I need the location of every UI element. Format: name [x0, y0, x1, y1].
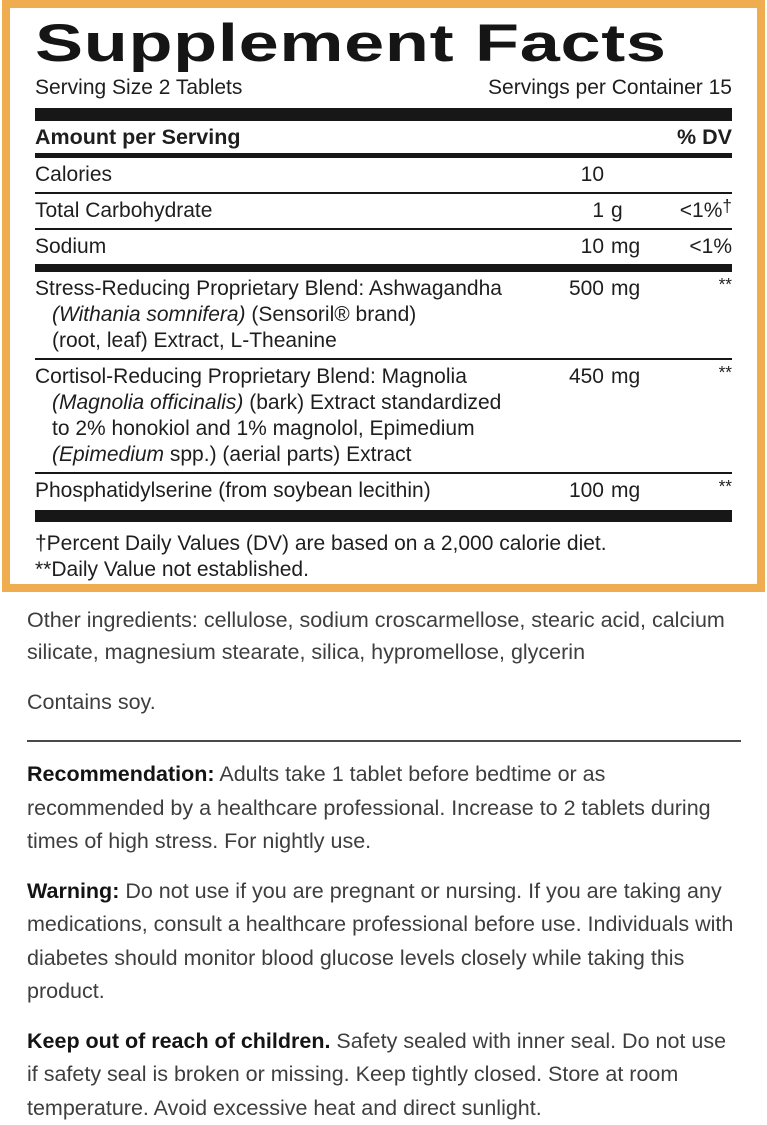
ingredient-name-text: (bark) Extract standardized: [243, 391, 501, 414]
panel-title: Supplement Facts: [35, 16, 765, 72]
ingredient-name-text: Calories: [35, 163, 112, 186]
amount-value: 450: [536, 364, 604, 390]
supplement-facts-panel: [2, 0, 765, 592]
dv-cell: [644, 198, 732, 224]
paragraph-lead: Warning:: [27, 879, 119, 903]
ingredient-name-text: Phosphatidylserine (from soybean lecithin): [35, 479, 431, 502]
paragraph-lead: Recommendation:: [27, 762, 215, 786]
amount-unit: mg: [604, 364, 644, 390]
paragraph-body: Safety sealed with inner seal. Do not use if safety seal is broken or missing. Keep tightly closed. Store at room temperature. Avoid excessive heat and direct sunlight.: [27, 1029, 726, 1120]
paragraph-lead: Keep out of reach of children.: [27, 1029, 330, 1053]
dv-cell: [644, 478, 732, 504]
amount-per-serving-header: Amount per Serving: [35, 124, 240, 151]
amount-value: 500: [536, 276, 604, 302]
facts-row: [35, 358, 732, 472]
facts-row: [35, 192, 732, 228]
paragraph-body: Adults take 1 tablet before bedtime or as recommended by a healthcare professional. Increase to 2 tablets during times of high stress. For nightly use.: [27, 762, 711, 853]
info-paragraphs: [27, 758, 741, 1125]
ingredient-name: [35, 478, 536, 504]
ingredient-name: [35, 234, 536, 260]
ingredient-name-text: spp.) (aerial parts) Extract: [164, 443, 411, 466]
dv-superscript: **: [719, 362, 732, 382]
ingredient-name: [35, 162, 536, 188]
ingredient-name-latin: (Withania somnifera): [52, 303, 246, 326]
info-paragraph: [27, 1025, 741, 1125]
facts-rows: [35, 158, 732, 508]
info-paragraph: [27, 875, 741, 1009]
dv-cell: [644, 364, 732, 390]
ingredient-name-text: Cortisol-Reducing Proprietary Blend: Magnolia: [35, 365, 467, 388]
ingredient-name: [35, 364, 536, 468]
servings-per-container: Servings per Container 15: [488, 75, 732, 101]
amount-cell: [536, 162, 644, 188]
ingredient-name-text: to 2% honokiol and 1% magnolol, Epimedium: [52, 417, 475, 440]
ingredient-name-text: Total Carbohydrate: [35, 199, 212, 222]
label-lower-text: [27, 598, 741, 1125]
amount-unit: g: [604, 198, 644, 224]
dv-cell: [644, 276, 732, 302]
other-ingredients: Other ingredients: cellulose, sodium croscarmellose, stearic acid, calcium silicate, magnesium stearate, silica, hypromellose, glycerin: [27, 604, 741, 668]
dv-value: <1%: [680, 199, 723, 222]
ingredient-name: [35, 198, 536, 224]
amount-cell: [536, 276, 644, 302]
amount-unit: mg: [604, 478, 644, 504]
amount-cell: [536, 364, 644, 390]
facts-row: [35, 472, 732, 508]
dv-superscript: **: [719, 274, 732, 294]
ingredient-name-text: (Sensoril® brand): [246, 303, 417, 326]
divider-bar-thick-bottom: [35, 510, 732, 522]
divider-bar: [35, 264, 732, 272]
footnote-daily-value: †Percent Daily Values (DV) are based on a 2,000 calorie diet.: [35, 531, 732, 557]
amount-value: 10: [536, 162, 604, 188]
amount-cell: [536, 234, 644, 260]
divider-bar-thick: [35, 108, 732, 121]
amount-cell: [536, 198, 644, 224]
dv-cell: [644, 234, 732, 260]
amount-value: 1: [536, 198, 604, 224]
facts-header-row: [35, 121, 732, 153]
facts-row: [35, 272, 732, 358]
serving-row: [35, 72, 732, 108]
dv-value: <1%: [689, 235, 732, 258]
amount-value: 100: [536, 478, 604, 504]
info-paragraph: [27, 758, 741, 859]
ingredient-name-latin: (Magnolia officinalis): [52, 391, 243, 414]
dv-superscript: †: [722, 196, 732, 216]
dv-header: % DV: [677, 124, 732, 151]
paragraph-body: Do not use if you are pregnant or nursing. If you are taking any medications, consult a healthcare professional before use. Individuals with diabetes should monitor blood glucose levels closely while taking this product.: [27, 879, 733, 1004]
section-divider: [27, 740, 741, 742]
ingredient-name-latin: (Epimedium: [52, 443, 164, 466]
serving-size: Serving Size 2 Tablets: [35, 75, 242, 101]
amount-unit: [604, 162, 644, 188]
ingredient-name: [35, 276, 536, 354]
footnotes: [35, 522, 732, 583]
amount-value: 10: [536, 234, 604, 260]
amount-unit: mg: [604, 234, 644, 260]
facts-row: [35, 228, 732, 264]
ingredient-name-text: Sodium: [35, 235, 106, 258]
footnote-not-established: **Daily Value not established.: [35, 557, 732, 583]
amount-unit: mg: [604, 276, 644, 302]
dv-superscript: **: [719, 476, 732, 496]
amount-cell: [536, 478, 644, 504]
ingredient-name-text: (root, leaf) Extract, L-Theanine: [52, 329, 337, 352]
contains-statement: Contains soy.: [27, 686, 741, 718]
facts-row: [35, 158, 732, 192]
ingredient-name-text: Stress-Reducing Proprietary Blend: Ashwagandha: [35, 277, 502, 300]
